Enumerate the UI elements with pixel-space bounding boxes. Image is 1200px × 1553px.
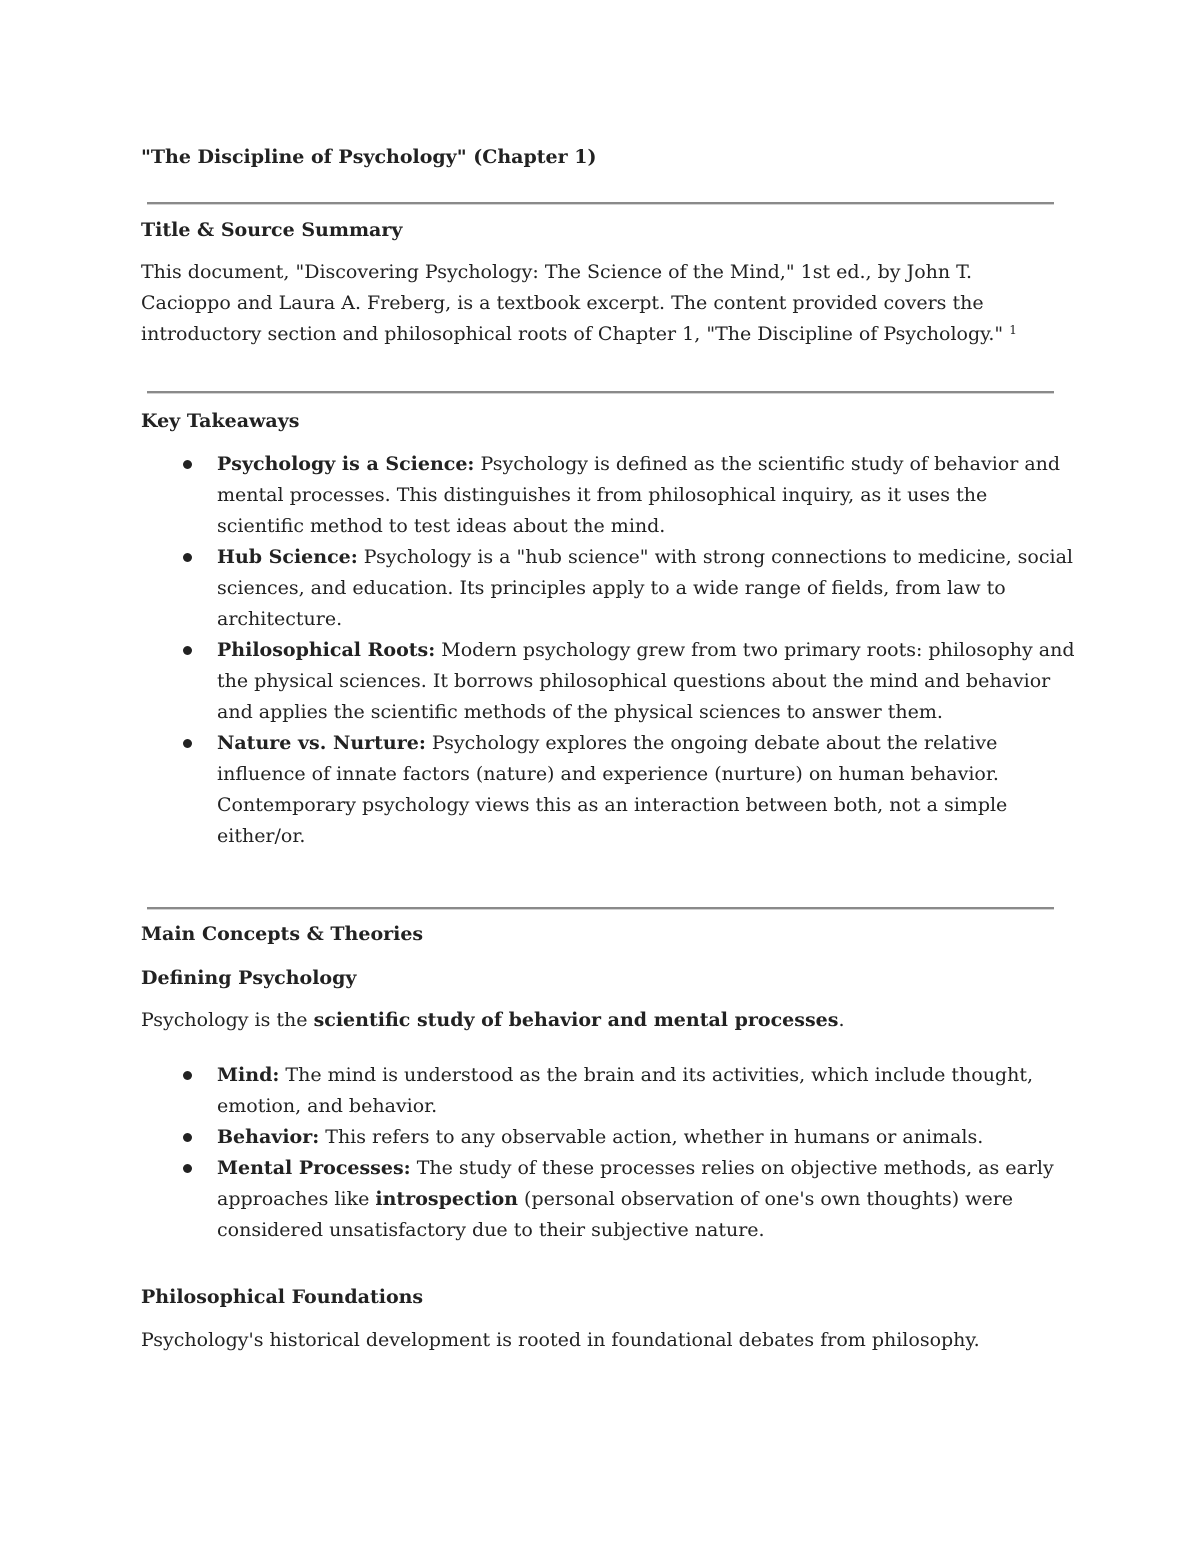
item-line: and applies the scientific methods of the physical sciences to answer them. xyxy=(217,701,943,723)
item-text: Psychology is defined as the scientific study of behavior and xyxy=(474,453,1061,475)
item-line: architecture. xyxy=(217,608,343,630)
document-title: "The Discipline of Psychology" (Chapter 1) xyxy=(141,146,597,168)
item-text: This refers to any observable action, whether in humans or animals. xyxy=(319,1126,984,1148)
item-text: Psychology is a "hub science" with strong connections to medicine, social xyxy=(357,546,1073,568)
philosophical-foundations-paragraph xyxy=(141,1325,1056,1356)
intro-suffix: . xyxy=(838,1009,845,1031)
intro-bold: scientific study of behavior and mental processes xyxy=(313,1009,839,1031)
philosophical-foundations-heading: Philosophical Foundations xyxy=(141,1286,424,1308)
bullet-icon xyxy=(183,1164,192,1173)
horizontal-rule xyxy=(147,202,1054,205)
item-line: considered unsatisfactory due to their subjective nature. xyxy=(217,1219,765,1241)
summary-line xyxy=(141,319,1056,350)
item-line xyxy=(217,1153,1056,1184)
item-text: approaches like xyxy=(217,1188,376,1210)
bullet-icon xyxy=(183,646,192,655)
item-term: Nature vs. Nurture: xyxy=(217,732,426,754)
item-line: sciences, and education. Its principles apply to a wide range of fields, from law to xyxy=(217,577,1006,599)
defining-psychology-heading: Defining Psychology xyxy=(141,967,357,989)
item-line: either/or. xyxy=(217,825,306,847)
horizontal-rule xyxy=(147,391,1054,394)
item-text: Modern psychology grew from two primary roots: philosophy and xyxy=(435,639,1075,661)
item-term: Mental Processes: xyxy=(217,1157,411,1179)
item-term: Philosophical Roots: xyxy=(217,639,436,661)
summary-line: Cacioppo and Laura A. Freberg, is a textbook excerpt. The content provided covers the xyxy=(141,292,984,314)
item-term: Behavior: xyxy=(217,1126,320,1148)
list-item xyxy=(141,728,1056,852)
source-summary-heading: Title & Source Summary xyxy=(141,219,403,241)
item-line xyxy=(217,728,1056,759)
bullet-icon xyxy=(183,460,192,469)
key-takeaways-list xyxy=(141,449,1075,852)
item-line: influence of innate factors (nature) and experience (nurture) on human behavior. xyxy=(217,763,999,785)
horizontal-rule xyxy=(147,907,1054,910)
defining-psychology-paragraph xyxy=(141,1005,1056,1036)
summary-line: This document, "Discovering Psychology: The Science of the Mind," 1st ed., by John T. xyxy=(141,261,973,283)
source-summary-paragraph xyxy=(141,257,1056,350)
paragraph-line xyxy=(141,1005,1056,1036)
footnote-marker: 1 xyxy=(1009,323,1017,337)
item-text: The study of these processes relies on objective methods, as early xyxy=(410,1157,1054,1179)
item-text: The mind is understood as the brain and its activities, which include thought, xyxy=(279,1064,1034,1086)
intro-prefix: Psychology is the xyxy=(141,1009,314,1031)
item-line: mental processes. This distinguishes it from philosophical inquiry, as it uses the xyxy=(217,484,988,506)
list-item xyxy=(141,1122,1056,1153)
main-concepts-heading: Main Concepts & Theories xyxy=(141,923,424,945)
item-term: Psychology is a Science: xyxy=(217,453,475,475)
item-line xyxy=(217,1184,1056,1215)
item-text: (personal observation of one's own thoughts) were xyxy=(518,1188,1014,1210)
item-line xyxy=(217,542,1073,573)
item-term: Mind: xyxy=(217,1064,280,1086)
paragraph-line: Psychology's historical development is rooted in foundational debates from philosophy. xyxy=(141,1329,980,1351)
item-line xyxy=(217,449,1061,480)
item-line xyxy=(217,1060,1056,1091)
item-line: Contemporary psychology views this as an interaction between both, not a simple xyxy=(217,794,1008,816)
list-item xyxy=(141,542,1073,635)
bullet-icon xyxy=(183,1133,192,1142)
list-item xyxy=(141,449,1061,542)
item-line xyxy=(217,1122,1056,1153)
bullet-icon xyxy=(183,553,192,562)
defining-psychology-list xyxy=(141,1060,1056,1246)
bullet-icon xyxy=(183,739,192,748)
item-text: Psychology explores the ongoing debate about the relative xyxy=(425,732,998,754)
item-line: scientific method to test ideas about the mind. xyxy=(217,515,666,537)
list-item xyxy=(141,635,1075,728)
summary-line-text: introductory section and philosophical roots of Chapter 1, "The Discipline of Psychology." xyxy=(141,323,1010,345)
item-term: Hub Science: xyxy=(217,546,358,568)
item-term-inline: introspection xyxy=(375,1188,518,1210)
list-item xyxy=(141,1153,1056,1246)
item-line: emotion, and behavior. xyxy=(217,1095,438,1117)
item-line: the physical sciences. It borrows philosophical questions about the mind and behavior xyxy=(217,670,1051,692)
key-takeaways-heading: Key Takeaways xyxy=(141,410,300,432)
bullet-icon xyxy=(183,1071,192,1080)
list-item xyxy=(141,1060,1056,1122)
item-line xyxy=(217,635,1075,666)
